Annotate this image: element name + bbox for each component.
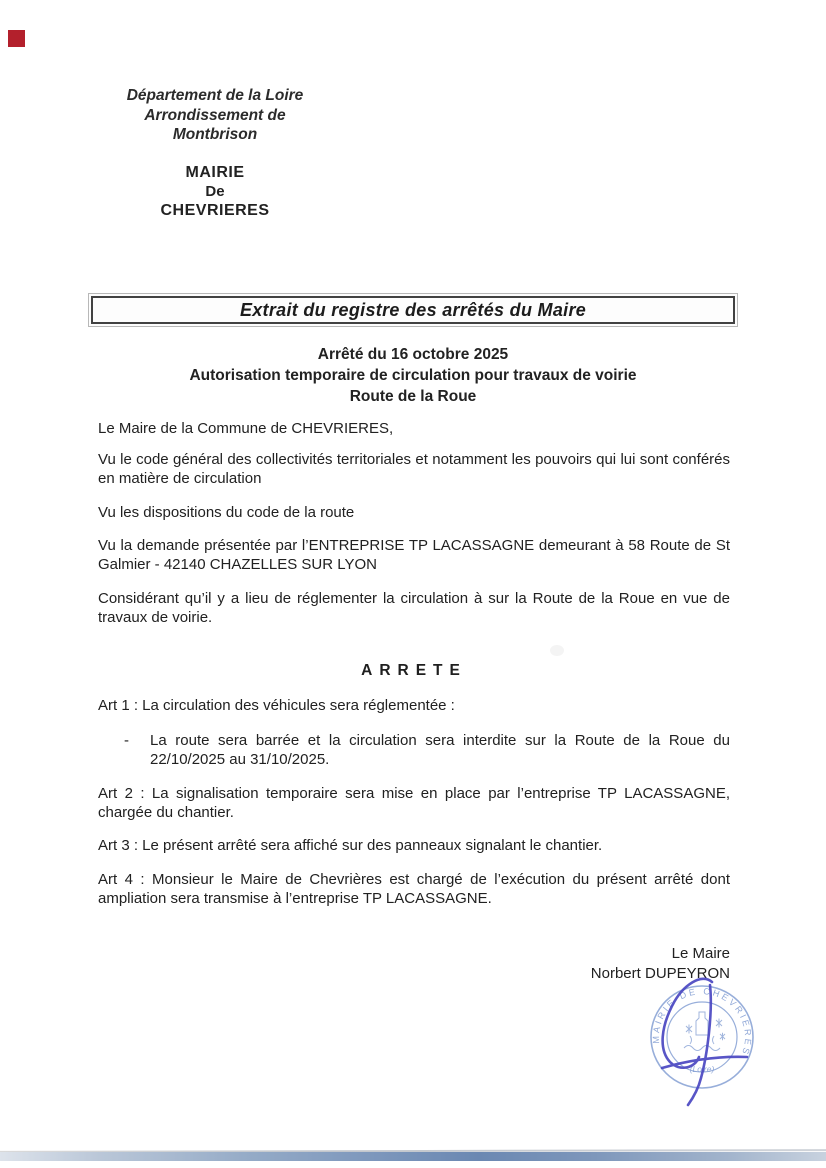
- signatory-name: Norbert DUPEYRON: [590, 964, 730, 982]
- bottom-blue-bar: [0, 1152, 826, 1161]
- banner-inner-frame: [91, 296, 735, 324]
- letterhead: [40, 86, 390, 145]
- article-2: Art 2 : La signalisation temporaire sera mise en place par l’entreprise TP LACASSAGNE, chargée du chantier.: [98, 785, 730, 821]
- stamp-arc-text: MAIRIE DE CHEVRIERES: [650, 986, 754, 1058]
- signature-title: Le Maire: [671, 945, 730, 962]
- arrete-heading: ARRETE: [361, 662, 467, 679]
- banner-title: Extrait du registre des arrêtés du Maire: [239, 299, 587, 320]
- scan-smudge-artifact: [550, 645, 564, 656]
- decree-street-line: Route de la Roue: [349, 388, 477, 405]
- stamp-emblem: [684, 1012, 725, 1051]
- article-3: Art 3 : Le présent arrêté sera affiché sur des panneaux signalant le chantier.: [98, 837, 603, 854]
- article-1-bullet: [98, 732, 730, 769]
- bullet-text: La route sera barrée et la circulation sera interdite sur la Route de la Roue du 22/10/2025 au 31/10/2025.: [150, 732, 730, 768]
- municipal-stamp-and-signature: [620, 968, 790, 1118]
- montbrison-line: Montbrison: [172, 126, 258, 143]
- article-1: Art 1 : La circulation des véhicules sera réglementée :: [98, 697, 455, 714]
- mairie-title: MAIRIE: [185, 164, 245, 181]
- banner-box: [88, 293, 738, 327]
- bullet-dash: -: [124, 732, 129, 749]
- subject-block: [0, 344, 826, 407]
- arrondissement-line: Arrondissement de: [144, 106, 286, 124]
- considerant-paragraph: Considérant qu’il y a lieu de réglementer la circulation à sur la Route de la Roue en vue de travaux de voirie.: [98, 590, 730, 626]
- mairie-block: [40, 163, 390, 220]
- stamp-loire-text: (Loire): [689, 1064, 715, 1074]
- vu-demande-paragraph: Vu la demande présentée par l’ENTREPRISE TP LACASSAGNE demeurant à 58 Route de St Galmier - 42140 CHAZELLES SUR LYON: [98, 537, 730, 573]
- department-line: Département de la Loire: [126, 87, 304, 104]
- vu-code-general-paragraph: Vu le code général des collectivités territoriales et notamment les pouvoirs qui lui sont conférés en matière de circulation: [98, 451, 730, 487]
- mairie-de: De: [205, 183, 225, 200]
- decree-subject-line: Autorisation temporaire de circulation pour travaux de voirie: [189, 367, 637, 384]
- vu-code-route-paragraph: Vu les dispositions du code de la route: [98, 504, 355, 521]
- salutation-paragraph: Le Maire de la Commune de CHEVRIERES,: [98, 420, 394, 437]
- decree-date-line: Arrêté du 16 octobre 2025: [317, 346, 509, 363]
- mairie-city: CHEVRIERES: [160, 202, 270, 219]
- red-square-scan-mark: [8, 30, 25, 47]
- article-4: Art 4 : Monsieur le Maire de Chevrières est chargé de l’exécution du présent arrêté dont ampliation sera transmise à l’entreprise TP LACASSAGNE.: [98, 871, 730, 907]
